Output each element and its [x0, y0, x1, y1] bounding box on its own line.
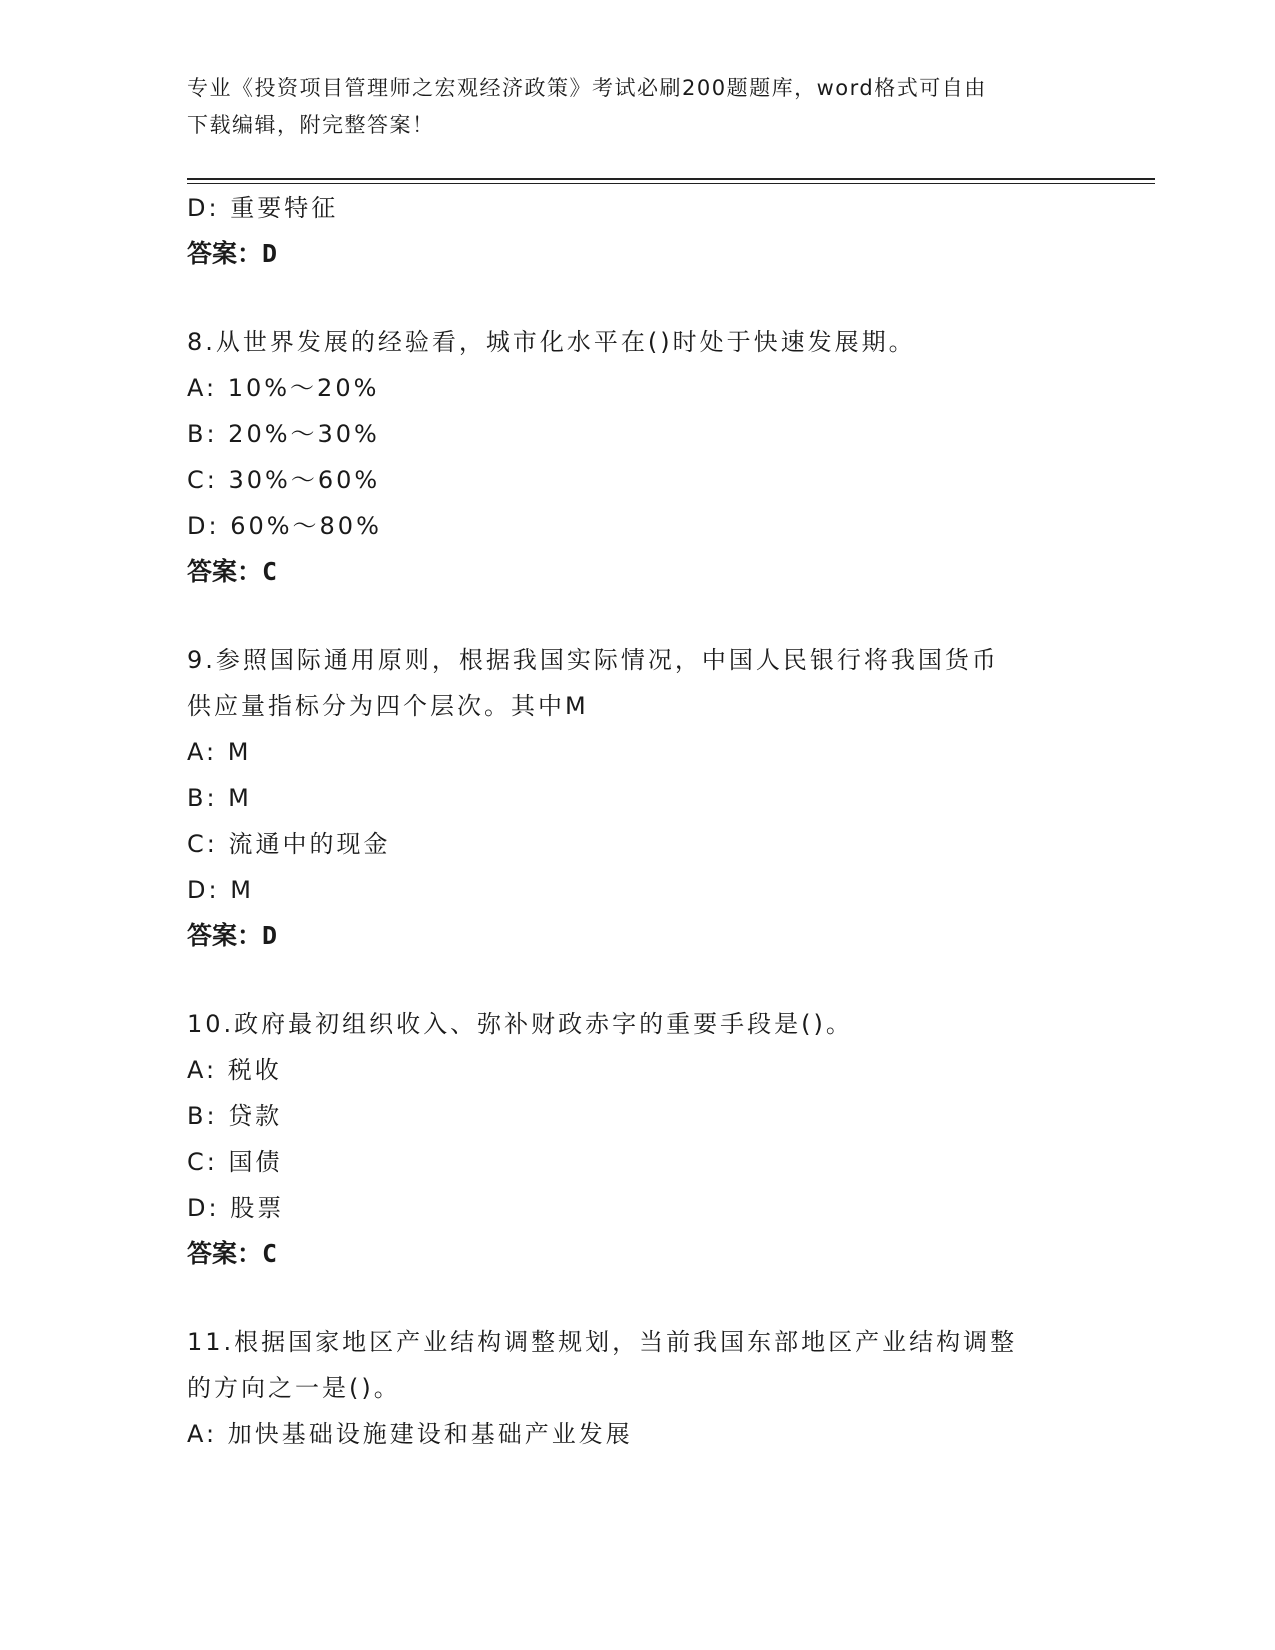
q10-answer: 答案：C — [187, 1239, 278, 1268]
spacer — [187, 595, 1087, 637]
prev-option-d: D: 重要特征 — [187, 194, 339, 222]
prev-answer: 答案：D — [187, 239, 278, 268]
q9-stem-line-1: 9.参照国际通用原则，根据我国实际情况，中国人民银行将我国货币 — [187, 646, 999, 674]
header-line-1: 专业《投资项目管理师之宏观经济政策》考试必刷200题题库，word格式可自由 — [187, 76, 987, 100]
q8-stem: 8.从世界发展的经验看，城市化水平在()时处于快速发展期。 — [187, 328, 916, 356]
q10-option-b: B: 贷款 — [187, 1102, 283, 1130]
header-rule-bottom — [187, 183, 1155, 184]
q10-option-d: D: 股票 — [187, 1194, 285, 1222]
q9-option-b: B: M — [187, 784, 252, 812]
spacer — [187, 959, 1087, 1001]
spacer — [187, 1277, 1087, 1319]
q10-option-c: C: 国债 — [187, 1148, 283, 1176]
q9-option-a: A: M — [187, 738, 252, 766]
q8-answer: 答案：C — [187, 557, 278, 586]
q11-stem-line-1: 11.根据国家地区产业结构调整规划，当前我国东部地区产业结构调整 — [187, 1328, 1018, 1356]
q8-option-d: D: 60%～80% — [187, 512, 382, 540]
q9-option-c: C: 流通中的现金 — [187, 830, 391, 858]
q9-answer: 答案：D — [187, 921, 278, 950]
question-list — [187, 185, 1087, 1457]
q8-option-a: A: 10%～20% — [187, 374, 380, 402]
header-rule-top — [187, 178, 1155, 180]
q8-option-c: C: 30%～60% — [187, 466, 381, 494]
q11-option-a: A: 加快基础设施建设和基础产业发展 — [187, 1420, 633, 1448]
document-header — [187, 70, 1087, 144]
q11-stem-line-2: 的方向之一是()。 — [187, 1374, 401, 1402]
spacer — [187, 277, 1087, 319]
q10-stem: 10.政府最初组织收入、弥补财政赤字的重要手段是()。 — [187, 1010, 853, 1038]
q10-option-a: A: 税收 — [187, 1056, 282, 1084]
q9-option-d: D: M — [187, 876, 254, 904]
q8-option-b: B: 20%～30% — [187, 420, 380, 448]
q9-stem-line-2: 供应量指标分为四个层次。其中M — [187, 692, 589, 720]
header-line-2: 下载编辑，附完整答案！ — [187, 113, 435, 137]
